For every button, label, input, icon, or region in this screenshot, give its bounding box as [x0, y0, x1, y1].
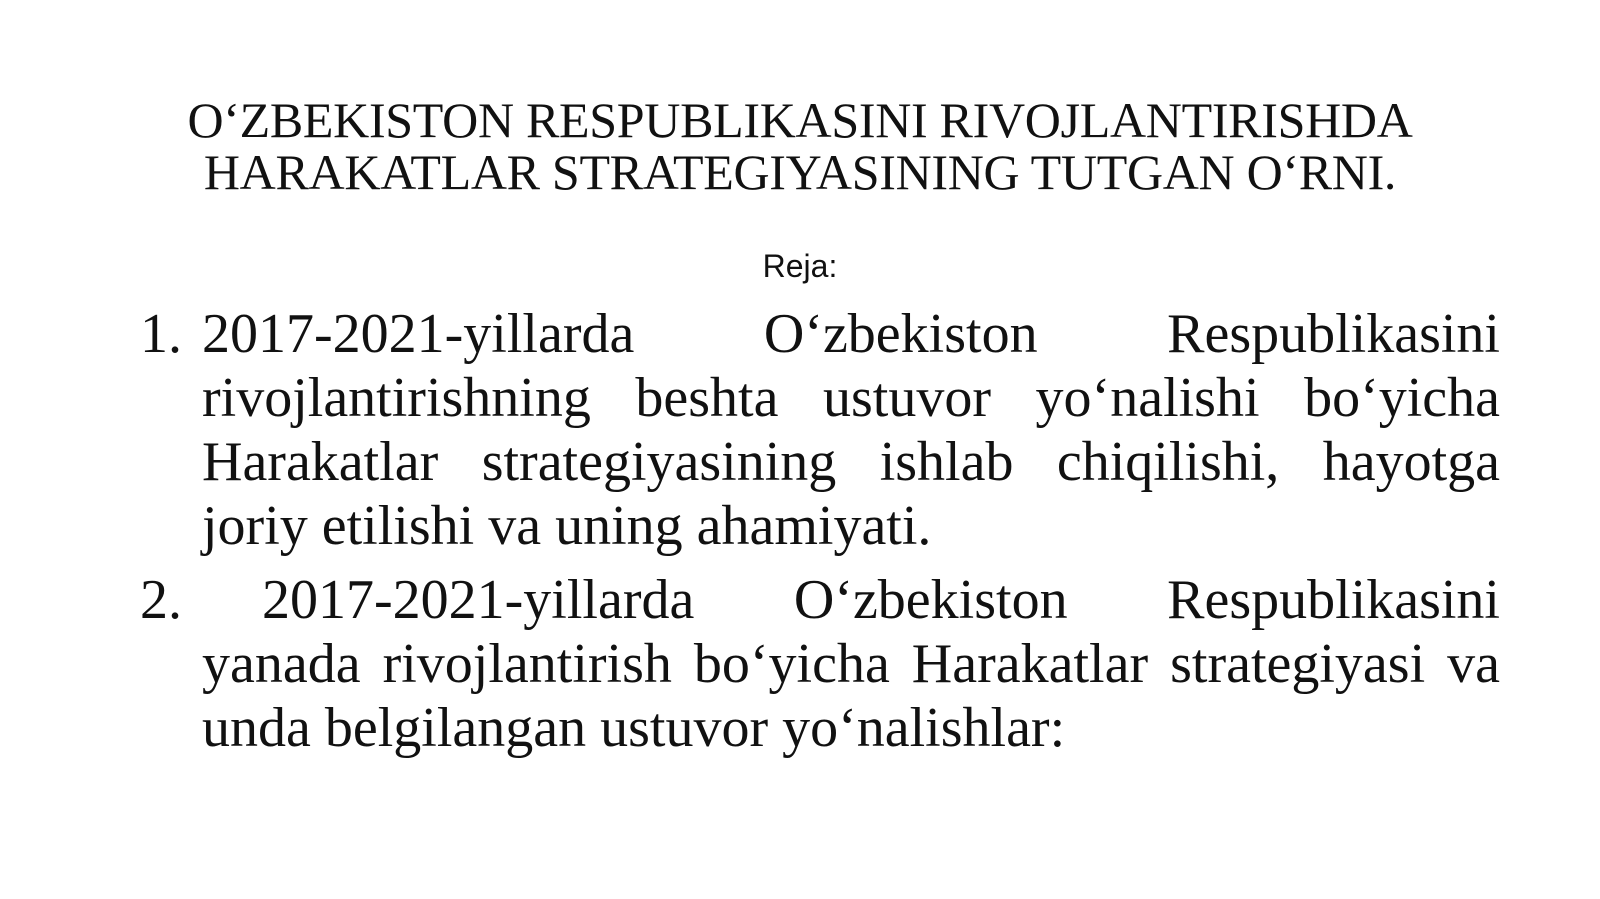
plan-item-2 [140, 568, 1500, 760]
plan-item-text: 2017-2021-yillarda O‘zbekiston Respublikasini rivojlantirishning beshta ustuvor yo‘nalishi bo‘yicha Harakatlar strategiyasining ishlab chiqilishi, hayotga joriy etilishi va uning ahamiyati. [202, 303, 1500, 557]
plan-heading: Reja: [762, 248, 838, 284]
plan-item-text: 2017-2021-yillarda O‘zbekiston Respublikasini yanada rivojlantirish bo‘yicha Harakatlar strategiyasi va unda belgilangan ustuvor yo‘nalishlar: [202, 569, 1500, 759]
slide-title [60, 94, 1540, 198]
plan-list [140, 302, 1500, 770]
plan-item-1 [140, 302, 1500, 558]
plan-item-number: 1. [140, 303, 182, 365]
slide-title-line-2: HARAKATLAR STRATEGIYASINING TUTGAN O‘RNI. [203, 144, 1397, 200]
slide-title-line-1: O‘ZBEKISTON RESPUBLIKASINI RIVOJLANTIRISHDA [187, 92, 1413, 148]
plan-item-number: 2. [140, 569, 182, 631]
